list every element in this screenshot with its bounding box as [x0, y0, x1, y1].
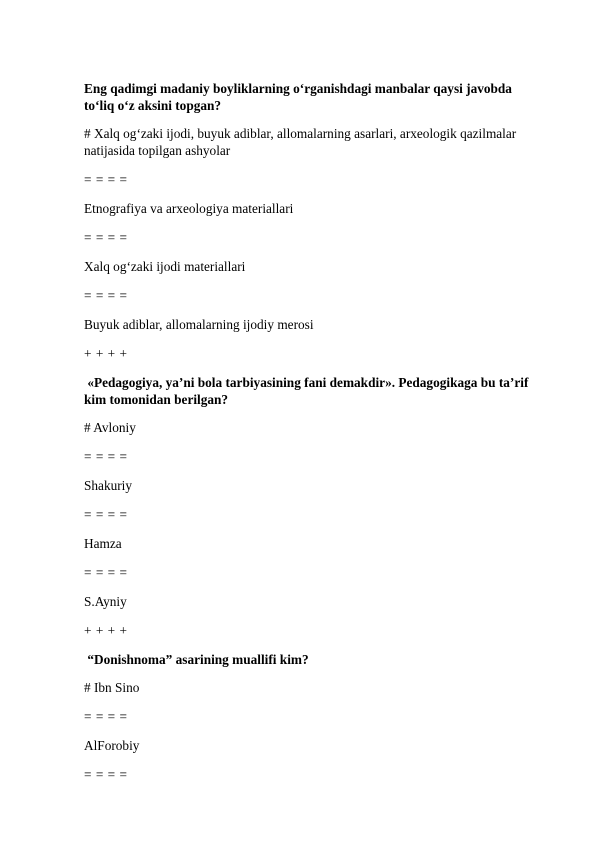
answer-option: S.Ayniy	[84, 594, 127, 609]
document-page	[84, 80, 534, 795]
correct-answer: # Xalq og‘zaki ijodi, buyuk adiblar, allomalarning asarlari, arxeologik qazilmalar natijasida topilgan ashyolar	[84, 126, 520, 158]
correct-answer: # Avloniy	[84, 420, 136, 435]
separator: = = = =	[84, 230, 128, 245]
correct-answer: # Ibn Sino	[84, 680, 140, 695]
question-text: «Pedagogiya, ya’ni bola tarbiyasining fani demakdir». Pedagogikaga bu ta’rif kim tomonidan berilgan?	[84, 375, 532, 407]
question-text: Eng qadimgi madaniy boyliklarning o‘rganishdagi manbalar qaysi javobda to‘liq o‘z aksini topgan?	[84, 81, 516, 113]
separator: = = = =	[84, 507, 128, 522]
answer-option: Etnografiya va arxeologiya materiallari	[84, 201, 294, 216]
separator: = = = =	[84, 709, 128, 724]
answer-option: Hamza	[84, 536, 122, 551]
separator: = = = =	[84, 449, 128, 464]
separator: = = = =	[84, 172, 128, 187]
answer-option: Shakuriy	[84, 478, 133, 493]
separator: = = = =	[84, 565, 128, 580]
answer-option: Xalq og‘zaki ijodi materiallari	[84, 259, 246, 274]
question-text: “Donishnoma” asarining muallifi kim?	[84, 652, 309, 667]
question-block	[84, 374, 534, 639]
answer-option: Buyuk adiblar, allomalarning ijodiy merosi	[84, 317, 314, 332]
answer-option: AlForobiy	[84, 738, 140, 753]
question-block	[84, 80, 534, 362]
end-marker: + + + +	[84, 346, 128, 361]
separator: = = = =	[84, 767, 128, 782]
separator: = = = =	[84, 288, 128, 303]
end-marker: + + + +	[84, 623, 128, 638]
question-block	[84, 651, 534, 783]
